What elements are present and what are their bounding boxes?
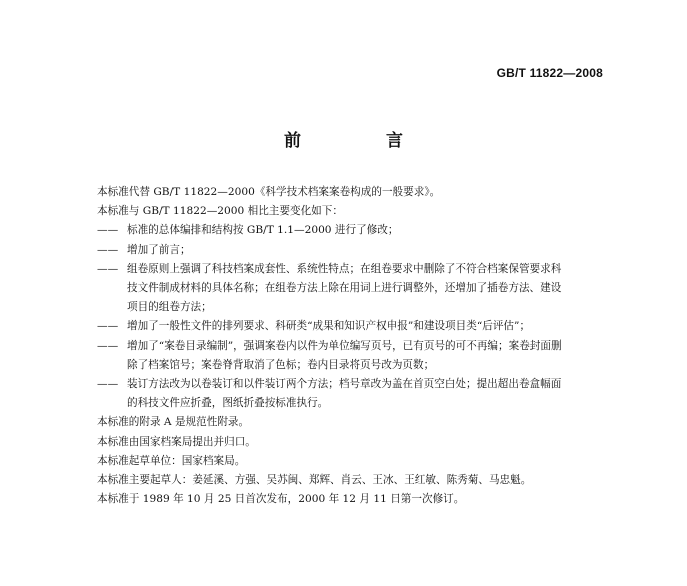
paragraph-drafting-unit: 本标准起草单位：国家档案局。 [97, 454, 246, 467]
list-item-line: 增加了“案卷目录编制”，强调案卷内以件为单位编写页号，已有页号的可不再编；案卷封面删 [127, 339, 562, 352]
paragraph-proposer: 本标准由国家档案局提出并归口。 [97, 435, 256, 448]
bullet-dash: —— [97, 378, 119, 391]
list-item-line: 项目的组卷方法； [127, 301, 212, 314]
list-item-line: 装订方法改为以卷装订和以件装订两个方法；档号章改为盖在首页空白处；提出超出卷盒幅面 [127, 378, 562, 391]
list-item-line: 技文件制成材料的具体名称；在组卷方法上除在用词上进行调整外，还增加了插卷方法、建设 [127, 282, 562, 295]
list-item-line: 标准的总体编排和结构按 GB/T 1.1—2000 进行了修改； [127, 224, 399, 237]
list-item-text [127, 317, 613, 336]
list-item-text [127, 221, 613, 240]
bullet-dash: —— [97, 243, 119, 256]
list-item-text [127, 337, 613, 375]
list-item-line: 的科技文件应折叠，图纸折叠按标准执行。 [127, 397, 329, 410]
list-item-line: 组卷原则上强调了科技档案成套性、系统性特点；在组卷要求中删除了不符合档案保管要求科 [127, 262, 562, 275]
bullet-dash: —— [97, 320, 119, 333]
list-item-line: 除了档案馆号；案卷脊背取消了色标；卷内目录将页号改为页数； [127, 358, 435, 371]
paragraph-replaces: 本标准代替 GB/T 11822—2000《科学技术档案案卷构成的一般要求》。 [97, 186, 441, 198]
paragraph-changes-intro: 本标准与 GB/T 11822—2000 相比主要变化如下： [97, 205, 343, 218]
paragraph-appendix: 本标准的附录 A 是规范性附录。 [97, 416, 250, 429]
paragraph-drafters: 本标准主要起草人：姜延溪、方强、吴苏闽、郑辉、肖云、王冰、王红敏、陈秀菊、马忠魁。 [97, 474, 532, 487]
list-item [97, 375, 613, 413]
list-item [97, 221, 613, 240]
paragraph-history: 本标准于 1989 年 10 月 25 日首次发布，2000 年 12 月 11 日第一次修订。 [97, 493, 465, 506]
list-item [97, 260, 613, 318]
list-item-text [127, 260, 613, 318]
list-item-line: 增加了一般性文件的排列要求、科研类“成果和知识产权申报”和建设项目类“后评估”； [127, 320, 531, 333]
list-item-text [127, 375, 613, 413]
bullet-dash: —— [97, 339, 119, 352]
bullet-dash: —— [97, 262, 119, 275]
list-item [97, 317, 613, 336]
page-title: 前 言 [284, 131, 437, 151]
list-item [97, 241, 613, 260]
list-item-text [127, 241, 613, 260]
list-item-line: 增加了前言； [127, 243, 191, 256]
bullet-dash: —— [97, 224, 119, 237]
document-body [97, 183, 613, 509]
list-item [97, 337, 613, 375]
standard-code: GB/T 11822—2008 [496, 66, 603, 80]
